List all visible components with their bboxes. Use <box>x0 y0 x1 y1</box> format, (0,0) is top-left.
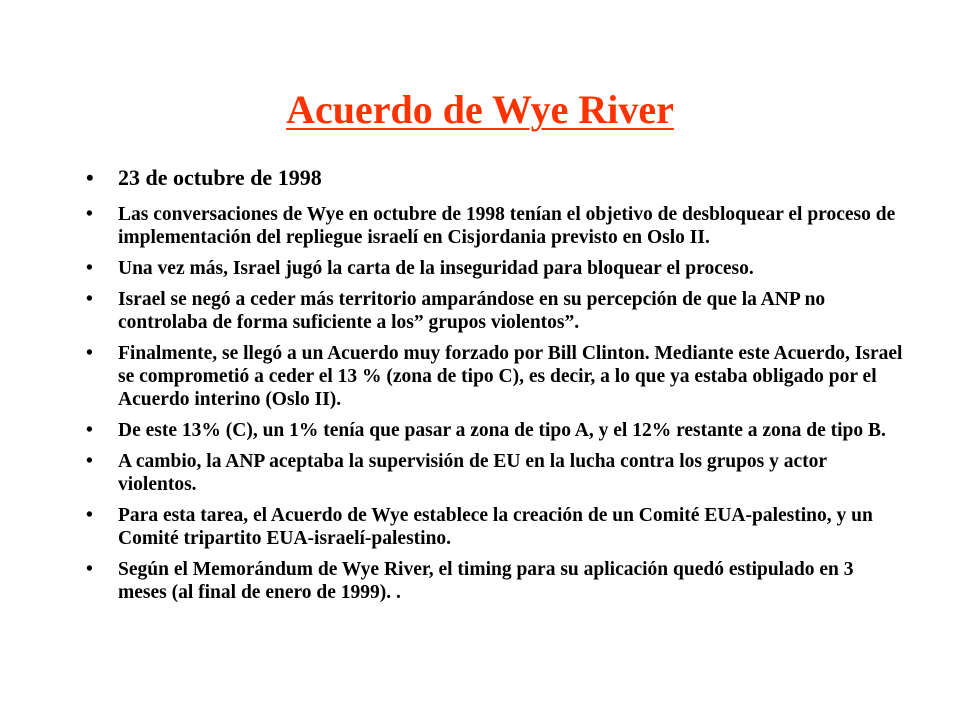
bullet-item <box>86 419 906 442</box>
bullet-mark: • <box>86 204 93 225</box>
bullet-item <box>86 203 906 249</box>
bullet-item <box>86 450 906 496</box>
bullet-mark: • <box>86 289 93 310</box>
bullet-list <box>86 164 906 612</box>
bullet-text: Las conversaciones de Wye en octubre de 1998 tenían el objetivo de desbloquear el proceso de implementación del repliegue israelí en Cisjordania previsto en Oslo II. <box>118 204 896 248</box>
bullet-mark: • <box>86 451 93 472</box>
bullet-item <box>86 342 906 411</box>
bullet-item <box>86 288 906 334</box>
bullet-text: 23 de octubre de 1998 <box>118 165 322 190</box>
bullet-mark: • <box>86 559 93 580</box>
bullet-item <box>86 504 906 550</box>
slide-title: Acuerdo de Wye River <box>286 87 674 132</box>
bullet-mark: • <box>86 343 93 364</box>
bullet-mark: • <box>86 165 94 190</box>
bullet-text: Para esta tarea, el Acuerdo de Wye establece la creación de un Comité EUA-palestino, y un Comité tripartito EUA-israelí-palestino. <box>118 505 873 549</box>
bullet-text: Israel se negó a ceder más territorio amparándose en su percepción de que la ANP no controlaba de forma suficiente a los” grupos violentos”. <box>118 289 826 333</box>
bullet-text: De este 13% (C), un 1% tenía que pasar a zona de tipo A, y el 12% restante a zona de tipo B. <box>118 420 886 441</box>
bullet-text: A cambio, la ANP aceptaba la supervisión de EU en la lucha contra los grupos y actor violentos. <box>118 451 827 495</box>
bullet-mark: • <box>86 420 93 441</box>
bullet-text: Según el Memorándum de Wye River, el timing para su aplicación quedó estipulado en 3 meses (al final de enero de 1999). . <box>118 559 854 603</box>
bullet-mark: • <box>86 505 93 526</box>
bullet-mark: • <box>86 258 93 279</box>
bullet-item <box>86 257 906 280</box>
bullet-text: Una vez más, Israel jugó la carta de la inseguridad para bloquear el proceso. <box>118 258 754 279</box>
bullet-item <box>86 164 906 192</box>
bullet-text: Finalmente, se llegó a un Acuerdo muy forzado por Bill Clinton. Mediante este Acuerdo, Israel se comprometió a ceder el 13 % (zona de tipo C), es decir, a lo que ya estaba obligado por el Acuerdo interino (Oslo II). <box>118 343 903 410</box>
bullet-item <box>86 558 906 604</box>
